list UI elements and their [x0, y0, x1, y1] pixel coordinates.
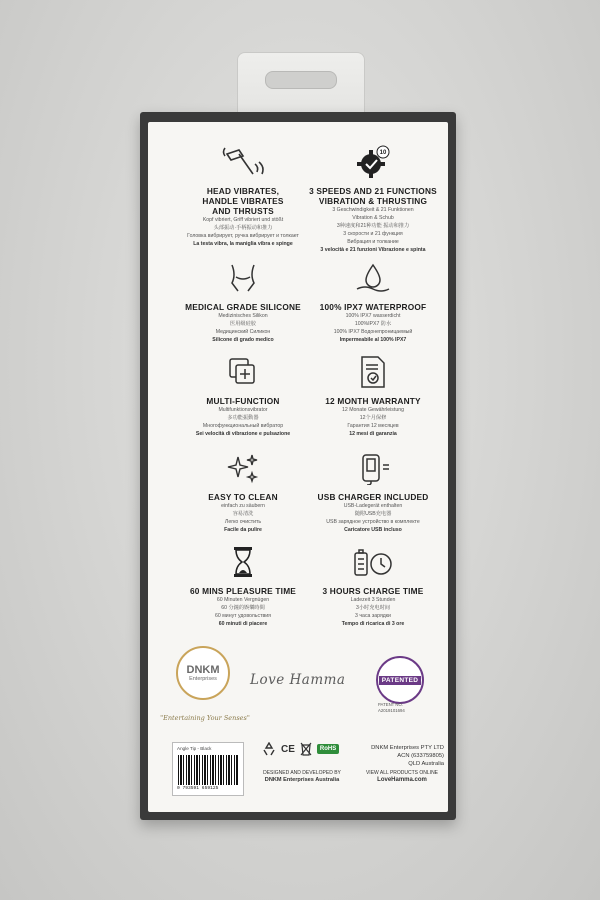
feature-easy-clean: [168, 448, 318, 534]
feature-line: 3小时充电时间: [355, 605, 390, 611]
feature-line: 12个月保修: [359, 415, 387, 421]
product-variant: Angle Tip - Black: [177, 746, 212, 751]
feature-line: USB зарядное устройство в комплекте: [326, 519, 420, 525]
feature-line: 100% IPX7 wasserdicht: [345, 313, 401, 319]
feature-silicone: [168, 258, 318, 344]
sparkles-icon: [168, 448, 318, 488]
feature-line: Medizinisches Silikon: [218, 313, 268, 319]
feature-line: 3 скорости и 21 функция: [343, 231, 403, 237]
company-details: DNKM Enterprises PTY LTD ACN (633759805) QLD Australia: [371, 745, 444, 767]
feature-line: 医用级硅胶: [230, 321, 256, 327]
love-hamma-logo: Love Hamma: [250, 672, 346, 688]
hanger-slot: [265, 71, 337, 89]
water-drop-icon: [298, 258, 448, 298]
feature-line: Медицинский Силикон: [215, 329, 271, 335]
feature-line: 随附USB充电器: [354, 511, 392, 517]
battery-clock-icon: [298, 542, 448, 582]
feature-title: HEAD VIBRATES, HANDLE VIBRATES AND THRUSTS: [202, 186, 284, 216]
feature-line: Sei velocità di vibrazione e pulsazione: [195, 431, 291, 437]
feature-head-vibrates: [168, 142, 318, 248]
feature-line: 12 mesi di garanzia: [349, 431, 397, 437]
feature-line: Facile da pulire: [224, 527, 262, 533]
feature-line: 头部振动·手柄振动和推力: [213, 225, 273, 231]
feature-line: 3种速度和21种功能 振动和推力: [336, 223, 410, 229]
gear-10-icon: [298, 142, 448, 182]
patent-number: PATENT NO. A2019101694: [378, 702, 405, 713]
feature-line: Tempo di ricarica di 3 ore: [341, 621, 405, 627]
feature-title: MEDICAL GRADE SILICONE: [185, 302, 301, 312]
certification-icons: [262, 740, 352, 758]
usb-charger-icon: [298, 448, 448, 488]
feature-title: 3 HOURS CHARGE TIME: [322, 586, 424, 596]
feature-pleasure-time: [168, 542, 318, 628]
feature-title: 60 MINS PLEASURE TIME: [189, 586, 297, 596]
feature-waterproof: [298, 258, 448, 344]
feature-line: Гарантия 12 месяцев: [347, 423, 399, 429]
feature-line: Kopf vibriert, Griff vibriert und stößt: [202, 217, 284, 223]
feature-line: Легко очистить: [224, 519, 262, 525]
feature-line: 100%IPX7 防水: [354, 321, 392, 327]
feature-line: Ladezeit 3 Stunden: [350, 597, 396, 603]
feature-line: 3 часа зарядки: [355, 613, 391, 619]
feature-line: Головка вибрирует, ручка вибрирует и толкает: [187, 233, 299, 239]
feature-line: La testa vibra, la maniglia vibra e spinge: [193, 241, 293, 247]
feature-usb-charger: [298, 448, 448, 534]
feature-line: Impermeabile al 100% IPX7: [339, 337, 407, 343]
svg-text:10: 10: [379, 150, 387, 156]
dnkm-logo-text: DNKM: [186, 663, 220, 676]
feature-title: USB CHARGER INCLUDED: [317, 492, 429, 502]
hourglass-icon: [168, 542, 318, 582]
feature-line: 60 minuti di piacere: [218, 621, 268, 627]
feature-title: MULTI-FUNCTION: [206, 396, 280, 406]
patented-seal: [376, 656, 424, 704]
designed-by: DESIGNED AND DEVELOPED BY DNKM Enterprises Australia: [263, 770, 341, 783]
feature-speeds-functions: [298, 142, 448, 254]
recycle-icon: [262, 742, 276, 756]
feature-title: 100% IPX7 WATERPROOF: [319, 302, 427, 312]
feature-title: 12 MONTH WARRANTY: [325, 396, 421, 406]
feature-line: 多功能振動器: [227, 415, 259, 421]
feature-line: Multifunktionsvibrator: [218, 407, 268, 413]
feature-line: Vibration & Schub: [352, 215, 394, 221]
feature-title: EASY TO CLEAN: [208, 492, 278, 502]
feature-line: 100% IPX7 Водонепроницаемый: [333, 329, 413, 335]
dnkm-logo: [176, 646, 230, 700]
feature-line: 容易清洗: [232, 511, 254, 517]
weee-bin-icon: [300, 742, 312, 756]
feature-line: Вибрация и толкание: [347, 239, 399, 245]
ce-mark: CE: [281, 743, 295, 755]
feature-line: 3 Geschwindigkeit & 21 Funktionen: [332, 207, 414, 213]
feature-line: Silicone di grado medico: [212, 337, 274, 343]
feature-line: Caricatore USB incluso: [344, 527, 402, 533]
feature-line: Многофункциональный вибратор: [202, 423, 284, 429]
feature-charge-time: [298, 542, 448, 628]
feature-line: 3 velocità e 21 funzioni Vibrazione e spinta: [320, 247, 426, 253]
brand-tagline: "Entertaining Your Senses": [160, 714, 250, 722]
feature-line: 12 Monate Gewährleistung: [342, 407, 404, 413]
view-online: VIEW ALL PRODUCTS ONLINE LoveHamma.com: [365, 770, 439, 783]
patented-label: PATENTED: [379, 676, 421, 685]
feature-line: 60 минут удовольствия: [215, 613, 271, 619]
feature-line: 60 Minuten Vergnügen: [216, 597, 270, 603]
hammer-icon: [168, 142, 318, 182]
feature-warranty: [298, 352, 448, 438]
barcode-digits: 0 793591 659125: [177, 786, 219, 791]
feature-title: 3 SPEEDS AND 21 FUNCTIONS VIBRATION & THRUSTING: [309, 186, 437, 206]
barcode-label: [172, 742, 244, 796]
feature-line: USB-Ladegerät enthalten: [343, 503, 403, 509]
rohs-badge: RoHS: [317, 744, 339, 754]
feature-multi-function: [168, 352, 318, 438]
barcode: [178, 755, 238, 785]
feature-line: einfach zu säubern: [221, 503, 265, 509]
multi-squares-icon: [168, 352, 318, 392]
body-silhouette-icon: [168, 258, 318, 298]
feature-line: 60 分鐘的娛樂時間: [221, 605, 265, 611]
dnkm-logo-subtext: Enterprises: [189, 675, 217, 682]
warranty-certificate-icon: [298, 352, 448, 392]
